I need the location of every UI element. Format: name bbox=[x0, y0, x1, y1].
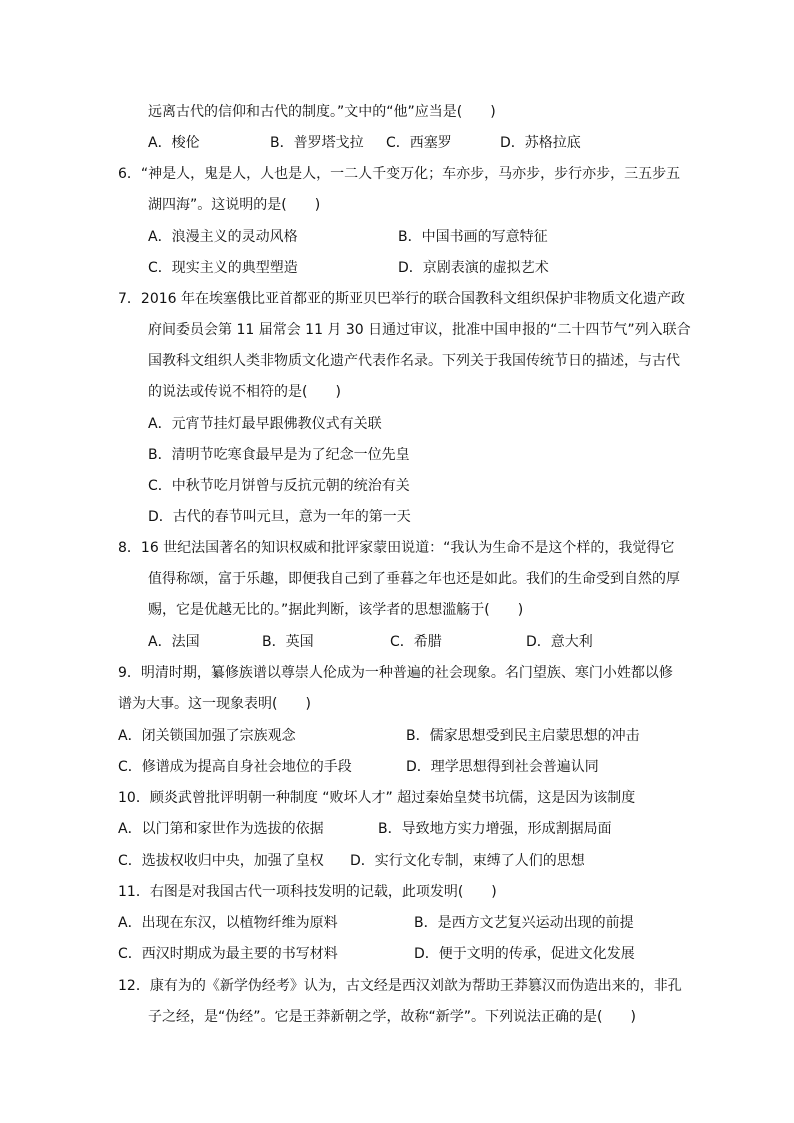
q7-stem-line-1: 7．2016 年在埃塞俄比亚首都亚的斯亚贝巴举行的联合国教科文组织保护非物质文化遗产政 bbox=[118, 291, 685, 307]
q6-stem-line-1: 6．“神是人，鬼是人，人也是人，一二人千变万化；车亦步，马亦步，步行亦步，三五步五 bbox=[118, 166, 681, 182]
q8-stem-line-3: 赐，它是优越无比的。”据此判断，该学者的思想滥觞于( ) bbox=[148, 602, 524, 618]
q11-option-a[interactable]: A．出现在东汉，以植物纤维为原料 bbox=[118, 915, 338, 931]
q8-stem-line-1: 8．16 世纪法国著名的知识权威和批评家蒙田说道：“我认为生命不是这个样的，我觉得它 bbox=[118, 540, 675, 556]
q7-stem-line-2: 府间委员会第 11 届常会 11 月 30 日通过审议，批准中国申报的“二十四节气”列入联合 bbox=[148, 322, 691, 338]
q6-option-a[interactable]: A．浪漫主义的灵动风格 bbox=[148, 229, 298, 245]
q9-stem-line-1: 9．明清时期，纂修族谱以尊崇人伦成为一种普遍的社会现象。名门望族、寒门小姓都以修 bbox=[118, 665, 673, 681]
q7-option-b[interactable]: B．清明节吃寒食最早是为了纪念一位先皇 bbox=[148, 447, 410, 463]
q6-option-c[interactable]: C．现实主义的典型塑造 bbox=[148, 260, 298, 276]
q5-option-b[interactable]: B．普罗塔戈拉 bbox=[270, 135, 364, 151]
q8-option-c[interactable]: C．希腊 bbox=[390, 634, 442, 650]
q9-option-c[interactable]: C．修谱成为提高自身社会地位的手段 bbox=[118, 759, 352, 775]
q7-stem-line-4: 的说法或传说不相符的是( ) bbox=[148, 384, 341, 400]
q12-stem-line-2: 子之经，是“伪经”。它是王莽新朝之学，故称“新学”。下列说法正确的是( ) bbox=[148, 1009, 636, 1025]
q11-option-b[interactable]: B．是西方文艺复兴运动出现的前提 bbox=[414, 915, 634, 931]
q5-option-d[interactable]: D．苏格拉底 bbox=[500, 135, 581, 151]
q11-option-c[interactable]: C．西汉时期成为最主要的书写材料 bbox=[118, 946, 338, 962]
q10-option-b[interactable]: B．导致地方实力增强，形成割据局面 bbox=[378, 821, 612, 837]
q7-option-d[interactable]: D．古代的春节叫元旦，意为一年的第一天 bbox=[148, 509, 411, 525]
q5-option-a[interactable]: A．梭伦 bbox=[148, 135, 200, 151]
q10-option-d[interactable]: D．实行文化专制，束缚了人们的思想 bbox=[350, 853, 585, 869]
q8-stem-line-2: 值得称颂，富于乐趣，即便我自己到了垂暮之年也还是如此。我们的生命受到自然的厚 bbox=[148, 571, 680, 587]
q7-stem-line-3: 国教科文组织人类非物质文化遗产代表作名录。下列关于我国传统节日的描述，与古代 bbox=[148, 353, 680, 369]
q11-option-d[interactable]: D．便于文明的传承，促进文化发展 bbox=[414, 946, 635, 962]
q7-option-a[interactable]: A．元宵节挂灯最早跟佛教仪式有关联 bbox=[148, 416, 382, 432]
q5-continuation: 远离古代的信仰和古代的制度。”文中的“他”应当是( ) bbox=[148, 104, 496, 120]
q10-option-a[interactable]: A．以门第和家世作为选拔的依据 bbox=[118, 821, 324, 837]
q6-option-d[interactable]: D．京剧表演的虚拟艺术 bbox=[398, 260, 549, 276]
q10-stem-line-1: 10．顾炎武曾批评明朝一种制度 “败坏人才” 超过秦始皇焚书坑儒，这是因为该制度 bbox=[118, 790, 636, 806]
q8-option-b[interactable]: B．英国 bbox=[262, 634, 314, 650]
q9-option-d[interactable]: D．理学思想得到社会普遍认同 bbox=[406, 759, 599, 775]
q5-option-c[interactable]: C．西塞罗 bbox=[386, 135, 452, 151]
q6-option-b[interactable]: B．中国书画的写意特征 bbox=[398, 229, 548, 245]
q6-stem-line-2: 湖四海”。这说明的是( ) bbox=[148, 197, 321, 213]
q10-option-c[interactable]: C．选拔权收归中央，加强了皇权 bbox=[118, 853, 324, 869]
q9-option-b[interactable]: B．儒家思想受到民主启蒙思想的冲击 bbox=[406, 728, 640, 744]
q11-stem-line-1: 11．右图是对我国古代一项科技发明的记载，此项发明( ) bbox=[118, 884, 497, 900]
q9-stem-line-2: 谱为大事。这一现象表明( ) bbox=[118, 696, 311, 712]
q12-stem-line-1: 12．康有为的《新学伪经考》认为，古文经是西汉刘歆为帮助王莽篡汉而伪造出来的，非孔 bbox=[118, 978, 682, 994]
q7-option-c[interactable]: C．中秋节吃月饼曾与反抗元朝的统治有关 bbox=[148, 478, 410, 494]
q9-option-a[interactable]: A．闭关锁国加强了宗族观念 bbox=[118, 728, 296, 744]
q8-option-a[interactable]: A．法国 bbox=[148, 634, 200, 650]
q8-option-d[interactable]: D．意大利 bbox=[526, 634, 593, 650]
